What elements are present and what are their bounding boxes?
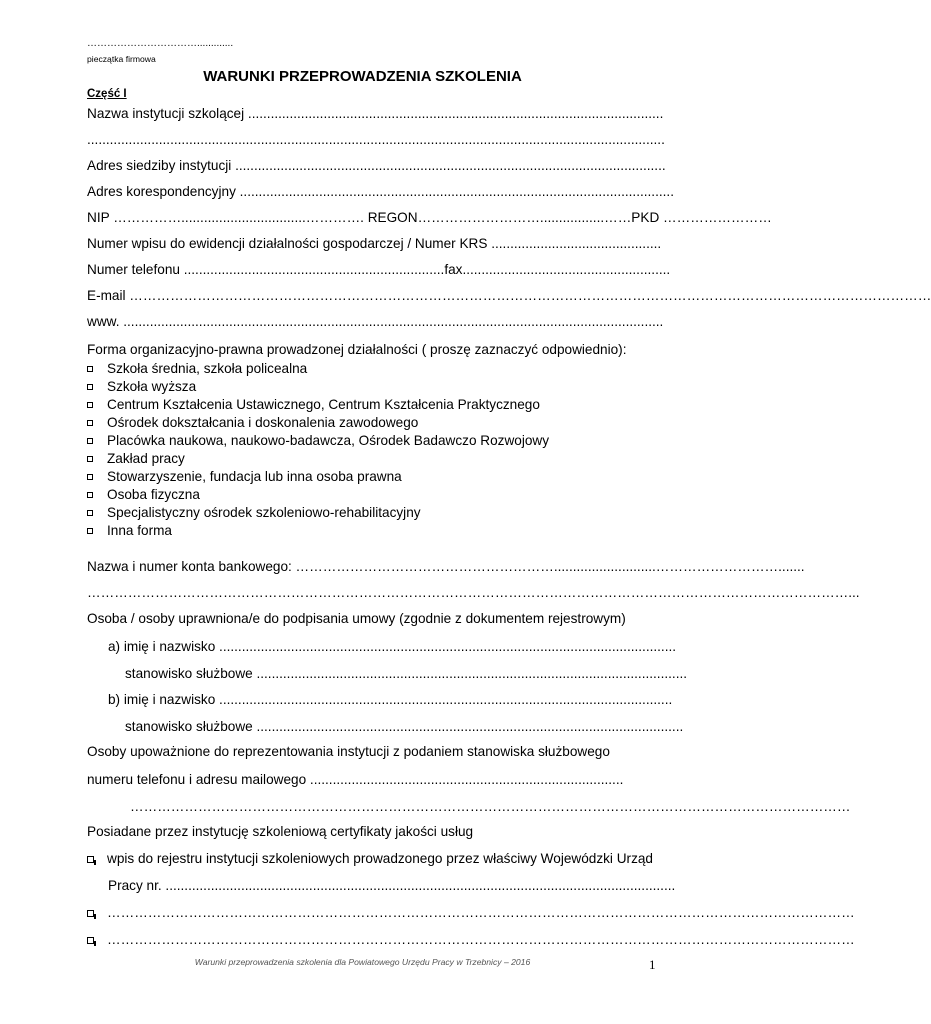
stamp-label: pieczątka firmowa: [87, 54, 156, 64]
option-label: Specjalistyczny ośrodek szkoleniowo-rehabilitacyjny: [107, 505, 421, 520]
option-label: Osoba fizyczna: [107, 487, 200, 502]
option-other-form[interactable]: [87, 522, 172, 540]
cert-other-item-2[interactable]: [87, 931, 855, 949]
checkbox-icon[interactable]: [87, 474, 93, 480]
option-label: Ośrodek dokształcania i doskonalenia zawodowego: [107, 415, 419, 430]
cert-other-field[interactable]: …………………………………………………………………………………………………………………………………………………: [107, 905, 855, 920]
option-secondary-school[interactable]: [87, 360, 307, 378]
checkbox-icon[interactable]: [87, 366, 93, 372]
representatives-label: Osoby upoważnione do reprezentowania instytucji z podaniem stanowiska służbowego: [87, 744, 610, 759]
email-field[interactable]: E-mail ……………………………………………………………………………………………………………………………………………………………: [87, 288, 931, 303]
representatives-continuation[interactable]: ……………………………………………………………………………………………………………………………………………: [130, 799, 851, 814]
option-label: Zakład pracy: [107, 451, 185, 466]
signatory-a-name-field[interactable]: a) imię i nazwisko .........................................................................................................................: [108, 639, 677, 654]
signatories-intro: Osoba / osoby uprawniona/e do podpisania umowy (zgodnie z dokumentem rejestrowym): [87, 611, 626, 626]
option-association[interactable]: [87, 468, 402, 486]
checkbox-icon[interactable]: [87, 528, 93, 534]
phone-fax-field[interactable]: Numer telefonu .....................................................................fax.......................................................: [87, 262, 671, 277]
cert-other-field[interactable]: …………………………………………………………………………………………………………………………………………………: [107, 932, 855, 947]
option-research-institution[interactable]: [87, 432, 549, 450]
institution-name-continuation[interactable]: .........................................................................................................................................................: [87, 132, 665, 147]
option-rehabilitation-centre[interactable]: [87, 504, 421, 522]
checkbox-icon[interactable]: [87, 384, 93, 390]
option-natural-person[interactable]: [87, 486, 200, 504]
checkbox-icon[interactable]: [87, 492, 93, 498]
checkbox-icon[interactable]: [87, 910, 94, 917]
option-label: Stowarzyszenie, fundacja lub inna osoba prawna: [107, 469, 402, 484]
option-university[interactable]: [87, 378, 196, 396]
signatory-b-name-field[interactable]: b) imię i nazwisko ........................................................................................................................: [108, 692, 673, 707]
bank-account-field[interactable]: Nazwa i numer konta bankowego: …………………………………………………...........................……………………….......: [87, 559, 805, 574]
checkbox-icon[interactable]: [87, 856, 94, 863]
www-field[interactable]: www. ...............................................................................................................................................: [87, 314, 664, 329]
document-title: WARUNKI PRZEPROWADZENIA SZKOLENIA: [203, 68, 522, 85]
checkbox-icon[interactable]: [87, 510, 93, 516]
option-label: Placówka naukowa, naukowo-badawcza, Ośrodek Badawczo Rozwojowy: [107, 433, 550, 448]
checkbox-icon[interactable]: [87, 402, 93, 408]
bank-account-continuation[interactable]: ……………………………………………………………………………………………………………………………………………………...: [87, 585, 860, 600]
option-training-centre[interactable]: [87, 414, 418, 432]
institution-name-field[interactable]: Nazwa instytucji szkolącej ..............................................................................................................: [87, 106, 664, 121]
option-label: Centrum Kształcenia Ustawicznego, Centrum Kształcenia Praktycznego: [107, 397, 540, 412]
cert-registry-label: wpis do rejestru instytucji szkoleniowych prowadzonego przez właściwy Wojewódzki Urząd: [107, 851, 653, 866]
option-label: Inna forma: [107, 523, 172, 538]
nip-regon-pkd-field[interactable]: NIP …………….................................…………. REGON……………………….................……PKD ……………………: [87, 210, 772, 225]
cert-registry-number-field[interactable]: Pracy nr. .......................................................................................................................................: [108, 878, 676, 893]
cert-registry-item[interactable]: [87, 850, 657, 868]
representatives-field[interactable]: numeru telefonu i adresu mailowego ...................................................................................: [87, 772, 624, 787]
address-field[interactable]: Adres siedziby instytucji ..................................................................................................................: [87, 158, 666, 173]
stamp-placeholder: …………………………….............: [87, 38, 234, 49]
option-workplace[interactable]: [87, 450, 185, 468]
checkbox-icon[interactable]: [87, 420, 93, 426]
signatory-b-position-field[interactable]: stanowisko służbowe .................................................................................................................: [125, 719, 684, 734]
footer-text: Warunki przeprowadzenia szkolenia dla Powiatowego Urzędu Pracy w Trzebnicy – 2016: [194, 957, 531, 967]
form-label: Forma organizacyjno-prawna prowadzonej działalności ( proszę zaznaczyć odpowiednio):: [87, 342, 627, 357]
cert-other-item-1[interactable]: [87, 904, 855, 922]
part-heading: Część I: [87, 88, 127, 100]
page-number: 1: [649, 957, 656, 972]
signatory-a-position-field[interactable]: stanowisko służbowe ..................................................................................................................: [125, 666, 688, 681]
option-label: Szkoła wyższa: [107, 379, 197, 394]
correspondence-address-field[interactable]: Adres korespondencyjny ...................................................................................................................: [87, 184, 674, 199]
option-continuing-education-centre[interactable]: [87, 396, 540, 414]
checkbox-icon[interactable]: [87, 456, 93, 462]
checkbox-icon[interactable]: [87, 937, 94, 944]
checkbox-icon[interactable]: [87, 438, 93, 444]
certificates-label: Posiadane przez instytucję szkoleniową certyfikaty jakości usług: [87, 824, 474, 839]
krs-number-field[interactable]: Numer wpisu do ewidencji działalności gospodarczej / Numer KRS .............................................: [87, 236, 662, 251]
option-label: Szkoła średnia, szkoła policealna: [107, 361, 308, 376]
